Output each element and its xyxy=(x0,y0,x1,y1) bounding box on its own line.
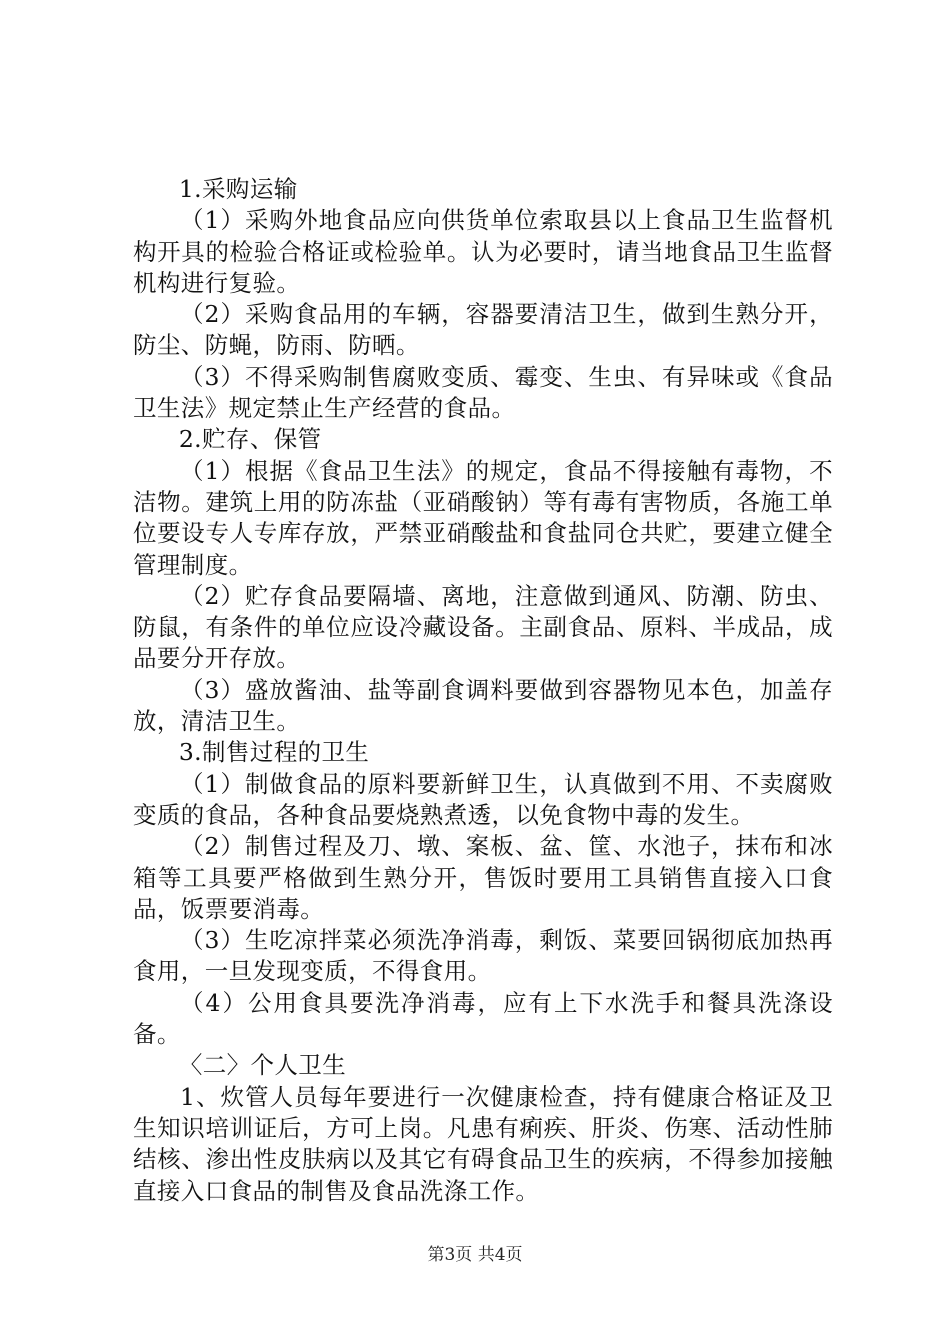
section-heading-personal-hygiene: 〈二〉个人卫生 xyxy=(178,1051,347,1080)
paragraph: （2）采购食品用的车辆，容器要清洁卫生，做到生熟分开，防尘、防蝇，防雨、防晒。 xyxy=(133,300,833,360)
paragraph: （2）贮存食品要隔墙、离地，注意做到通风、防潮、防虫、防鼠，有条件的单位应设冷藏设备。主副食品、原料、半成品，成品要分开存放。 xyxy=(133,581,833,673)
page-footer: 第3页 共4页 xyxy=(427,1245,523,1265)
paragraph: （3）盛放酱油、盐等副食调料要做到容器物见本色，加盖存放，清洁卫生。 xyxy=(133,675,833,736)
section-heading-procurement: 1.采购运输 xyxy=(178,175,298,203)
paragraph: （1）制做食品的原料要新鲜卫生，认真做到不用、不卖腐败变质的食品，各种食品要烧熟煮透，以免食物中毒的发生。 xyxy=(133,769,833,829)
paragraph: （2）制售过程及刀、墩、案板、盆、筐、水池子，抹布和冰箱等工具要严格做到生熟分开，售饭时要用工具销售直接入口食品，饭票要消毒。 xyxy=(133,832,833,923)
paragraph: （3）不得采购制售腐败变质、霉变、生虫、有异味或《食品卫生法》规定禁止生产经营的食品。 xyxy=(133,362,833,423)
section-heading-storage: 2.贮存、保管 xyxy=(178,425,322,454)
paragraph: （1）采购外地食品应向供货单位索取县以上食品卫生监督机构开具的检验合格证或检验单。认为必要时，请当地食品卫生监督机构进行复验。 xyxy=(133,206,833,297)
paragraph: （1）根据《食品卫生法》的规定，食品不得接触有毒物，不洁物。建筑上用的防冻盐（亚硝酸钠）等有毒有害物质，各施工单位要设专人专库存放，严禁亚硝酸盐和食盐同仓共贮，要建立健全管理制度。 xyxy=(133,456,833,579)
section-heading-processing: 3.制售过程的卫生 xyxy=(178,738,370,767)
paragraph: （4）公用食具要洗净消毒，应有上下水洗手和餐具洗涤设备。 xyxy=(133,988,833,1049)
paragraph: 1、炊管人员每年要进行一次健康检查，持有健康合格证及卫生知识培训证后，方可上岗。凡患有痢疾、肝炎、伤寒、活动性肺结核、渗出性皮肤病以及其它有碍食品卫生的疾病，不得参加接触直接入口食品的制售及食品洗涤工作。 xyxy=(133,1082,833,1205)
paragraph: （3）生吃凉拌菜必须洗净消毒，剩饭、菜要回锅彻底加热再食用，一旦发现变质，不得食用。 xyxy=(133,926,833,986)
document-body xyxy=(133,174,833,1207)
